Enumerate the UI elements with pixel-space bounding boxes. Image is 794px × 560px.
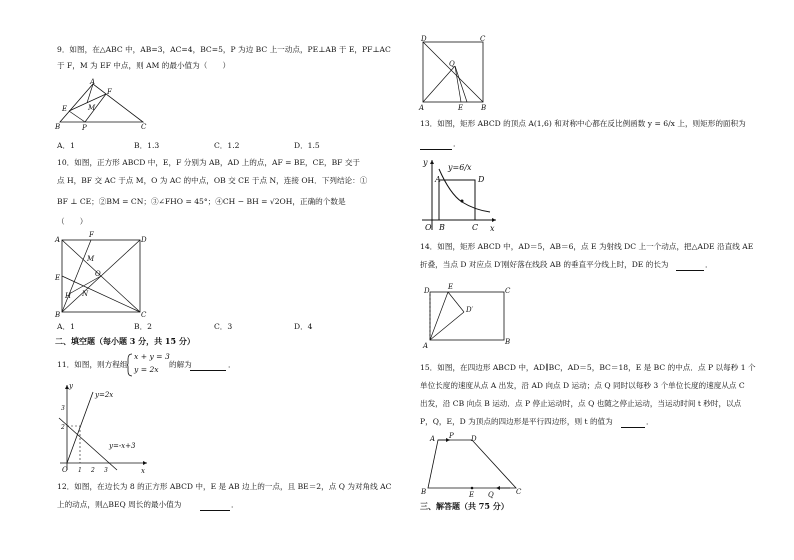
q13-axis-y-label: y (423, 158, 428, 167)
q10-line2: 点 H，BF 交 AC 于点 M，O 为 AC 的中点，OB 交 CE 于点 N，连接 OH．下列结论：① (57, 176, 368, 185)
q10-line4: （ ） (57, 217, 88, 226)
q9-option-c[interactable]: C．1.2 (214, 141, 240, 150)
q12-line1: 12．如图，在边长为 8 的正方形 ABCD 中，E 是 AB 边上的一点，且 BE＝2，点 Q 为对角线 AC (57, 482, 392, 491)
q9-label-m: M (88, 104, 96, 112)
q14-label-dprime: D′ (466, 306, 474, 314)
q10-figure (55, 232, 155, 317)
q11-answer-blank[interactable] (190, 362, 226, 371)
q10-option-d[interactable]: D．4 (294, 322, 313, 331)
q11-line1-label: y=2x (95, 391, 114, 399)
q14-label-b: B (505, 338, 511, 346)
q15-label-a: A (430, 435, 436, 443)
q11-tail: ． (228, 360, 236, 369)
q15-answer-blank[interactable] (621, 419, 645, 428)
q11-axis-x-label: x (141, 467, 145, 475)
q12-figure (417, 36, 497, 111)
q15-line2: 单位长度的速度从点 A 出发，沿 AD 向点 D 运动；点 Q 同时以每秒 3 个单位长度的速度从点 C (420, 381, 745, 390)
q11-axis-y-label: y (69, 382, 73, 390)
q11-line2-label: y=-x+3 (109, 442, 136, 450)
q15-line4: P，Q，E，D 为顶点的四边形是平行四边形，则 t 的值为 (420, 417, 613, 426)
q10-label-h: H (65, 292, 72, 300)
q10-label-d: D (141, 236, 147, 244)
q13-label-c: C (472, 223, 479, 232)
q11-eq2: y = 2x (134, 365, 159, 374)
section-3-heading: 三、解答题（共 75 分） (420, 501, 509, 511)
q15-label-b: B (421, 488, 427, 496)
q12-label-b: B (481, 104, 487, 112)
q9-figure (55, 80, 155, 130)
q15-line1: 15．如图，在四边形 ABCD 中，AD∥BC，AD＝5，BC＝18，E 是 BC 的中点．点 P 以每秒 1 个 (420, 363, 756, 372)
q14-line1: 14．如图，矩形 ABCD 中，AD＝5，AB＝6，点 E 为射线 DC 上一个动点，把△ADE 沿直线 AE (420, 242, 754, 251)
q11-prefix: 11．如图，则方程组 (57, 360, 128, 369)
q15-label-q: Q (488, 491, 494, 499)
q10-label-b: B (55, 311, 61, 319)
q15-figure (420, 432, 530, 500)
q13-origin-label: O (425, 223, 432, 232)
q13-answer-blank[interactable] (420, 141, 452, 150)
q11-origin-label: O (62, 466, 68, 474)
q10-label-e: E (55, 274, 61, 282)
q9-label-e: E (62, 105, 68, 113)
q9-label-p: P (82, 124, 87, 132)
q11-tick-y3: 3 (61, 405, 65, 412)
q12-line2: 上的动点，则△BEQ 周长的最小值为 (57, 500, 182, 509)
q14-line2: 折叠，当点 D 对应点 D′刚好落在线段 AB 的垂直平分线上时，DE 的长为 (420, 260, 669, 269)
q15-label-c: C (516, 488, 522, 496)
q11-tick-1: 1 (78, 467, 82, 474)
q10-label-m: M (87, 255, 95, 263)
q12-tail: ． (231, 500, 239, 509)
q10-label-a: A (55, 236, 61, 244)
q11-tick-2: 2 (91, 467, 95, 474)
q14-label-e: E (448, 283, 454, 291)
q10-label-c: C (141, 311, 147, 319)
section-2-heading: 二、填空题（每小题 3 分，共 15 分） (55, 336, 195, 346)
q12-label-a: A (419, 104, 425, 112)
q12-label-q: Q (449, 60, 455, 68)
q13-axis-x-label: x (490, 224, 495, 233)
q9-label-c: C (141, 123, 147, 131)
q11-tick-y2: 2 (61, 424, 65, 431)
q10-option-a[interactable]: A．1 (57, 322, 75, 331)
q10-line1: 10．如图，正方形 ABCD 中，E，F 分别为 AB，AD 上的点，AF = BE，CE，BF 交于 (57, 158, 361, 167)
q14-label-c: C (505, 287, 511, 295)
q10-option-c[interactable]: C．3 (214, 322, 233, 331)
q9-label-b: B (55, 123, 61, 131)
q14-answer-blank[interactable] (676, 262, 704, 271)
q9-option-b[interactable]: B．1.3 (134, 141, 160, 150)
q13-label-b: B (439, 223, 445, 232)
q15-label-d: D (471, 435, 477, 443)
q9-line2: 于 F，M 为 EF 中点，则 AM 的最小值为（ ） (57, 61, 231, 70)
q9-label-f: F (107, 88, 112, 96)
q13-label-d: D (478, 175, 485, 184)
q12-answer-blank[interactable] (200, 502, 230, 511)
q15-label-e: E (469, 491, 475, 499)
q12-label-c: C (480, 35, 486, 43)
q13-func-label: y=6/x (448, 163, 472, 172)
q14-label-a: A (423, 342, 429, 350)
q14-figure (420, 282, 520, 350)
q11-suffix: 的解为 (169, 360, 192, 369)
q13-label-a: A (435, 175, 441, 184)
q15-label-p: P (449, 432, 454, 440)
q15-line3: 出发，沿 CB 向点 B 运动．点 P 停止运动时，点 Q 也随之停止运动，当运动时间 t 秒时，以点 (420, 399, 742, 408)
q9-option-a[interactable]: A．1 (57, 141, 75, 150)
q14-tail: ． (705, 260, 713, 269)
q10-line3: BF ⊥ CE；②BM = CN；③∠FHO = 45°；④CH − BH = √2OH，正确的个数是 (57, 197, 346, 206)
q12-label-d: D (421, 35, 427, 43)
q11-brace (127, 353, 133, 377)
q10-label-n: N (82, 290, 89, 298)
q9-line1: 9．如图，在△ABC 中，AB=3，AC=4，BC=5，P 为边 BC 上一动点，PE⊥AB 于 E，PF⊥AC (57, 45, 391, 54)
q9-label-a: A (90, 78, 96, 86)
q10-label-o: O (95, 270, 101, 278)
q14-label-d: D (424, 287, 430, 295)
q12-label-e: E (458, 104, 464, 112)
q11-eq1: x + y = 3 (134, 352, 170, 361)
q9-option-d[interactable]: D．1.5 (294, 141, 320, 150)
q13-line1: 13．如图，矩形 ABCD 的顶点 A(1,6) 和对称中心都在反比例函数 y = 6/x 上，则矩形的面积为 (420, 119, 746, 128)
q11-figure (55, 382, 155, 475)
q10-option-b[interactable]: B．2 (134, 322, 153, 331)
q10-label-f: F (89, 231, 94, 239)
q15-tail: ． (646, 417, 654, 426)
q13-tail: ． (453, 139, 461, 148)
q11-tick-3: 3 (104, 467, 108, 474)
q13-figure (420, 156, 500, 232)
